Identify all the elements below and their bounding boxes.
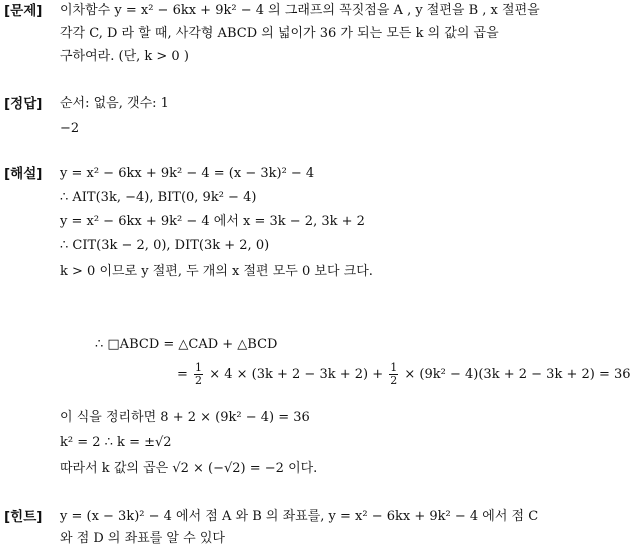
solution-line-1: y = x² − 6kx + 9k² − 4 = (x − 3k)² − 4: [60, 166, 315, 181]
area-suffix-term: × (9k² − 4)(3k + 2 − 3k + 2) = 36: [404, 367, 631, 382]
solution-label: [해설]: [4, 166, 43, 182]
fraction-one-half-second: [389, 362, 398, 387]
hint-line-1: y = (x − 3k)² − 4 에서 점 A 와 B 의 좌표를, y = x² − 6kx + 9k² − 4 에서 점 C: [60, 509, 539, 524]
fraction-one-half-first: [194, 362, 203, 387]
problem-line-2: 각각 C, D 라 할 때, 사각형 ABCD 의 넓이가 36 가 되는 모든 k 의 값의 곱을: [60, 26, 499, 41]
problem-label: [문제]: [4, 3, 43, 19]
solution-line-7: k² = 2 ∴ k = ±√2: [60, 435, 172, 450]
problem-line-1: 이차함수 y = x² − 6kx + 9k² − 4 의 그래프의 꼭짓점을 A , y 절편을 B , x 절편을: [60, 3, 540, 18]
solution-line-3: y = x² − 6kx + 9k² − 4 에서 x = 3k − 2, 3k + 2: [60, 214, 365, 229]
area-middle-term: × 4 × (3k + 2 − 3k + 2) +: [209, 367, 384, 382]
solution-line-5: k > 0 이므로 y 절편, 두 개의 x 절편 모두 0 보다 크다.: [60, 264, 373, 279]
solution-line-4: ∴ CIT(3k − 2, 0), DIT(3k + 2, 0): [60, 238, 270, 253]
problem-line-3: 구하여라. (단, k > 0 ): [60, 49, 189, 64]
solution-line-8: 따라서 k 값의 곱은 √2 × (−√2) = −2 이다.: [60, 461, 318, 476]
answer-line-2: −2: [60, 121, 80, 136]
solution-line-2: ∴ AIT(3k, −4), BIT(0, 9k² − 4): [60, 190, 257, 205]
fraction-numerator: 1: [195, 361, 203, 374]
hint-label: [힌트]: [4, 509, 43, 525]
area-equation-line-1: ∴ □ABCD = △CAD + △BCD: [95, 337, 278, 352]
answer-line-1: 순서: 없음, 갯수: 1: [60, 96, 169, 111]
equals-sign: =: [177, 367, 188, 382]
fraction-denominator: 2: [195, 374, 203, 387]
answer-label: [정답]: [4, 96, 43, 112]
area-equation-line-2: [177, 361, 631, 389]
fraction-denominator: 2: [390, 374, 398, 387]
fraction-numerator: 1: [390, 361, 398, 374]
solution-line-6: 이 식을 정리하면 8 + 2 × (9k² − 4) = 36: [60, 410, 310, 425]
hint-line-2: 와 점 D 의 좌표를 알 수 있다: [60, 531, 225, 546]
